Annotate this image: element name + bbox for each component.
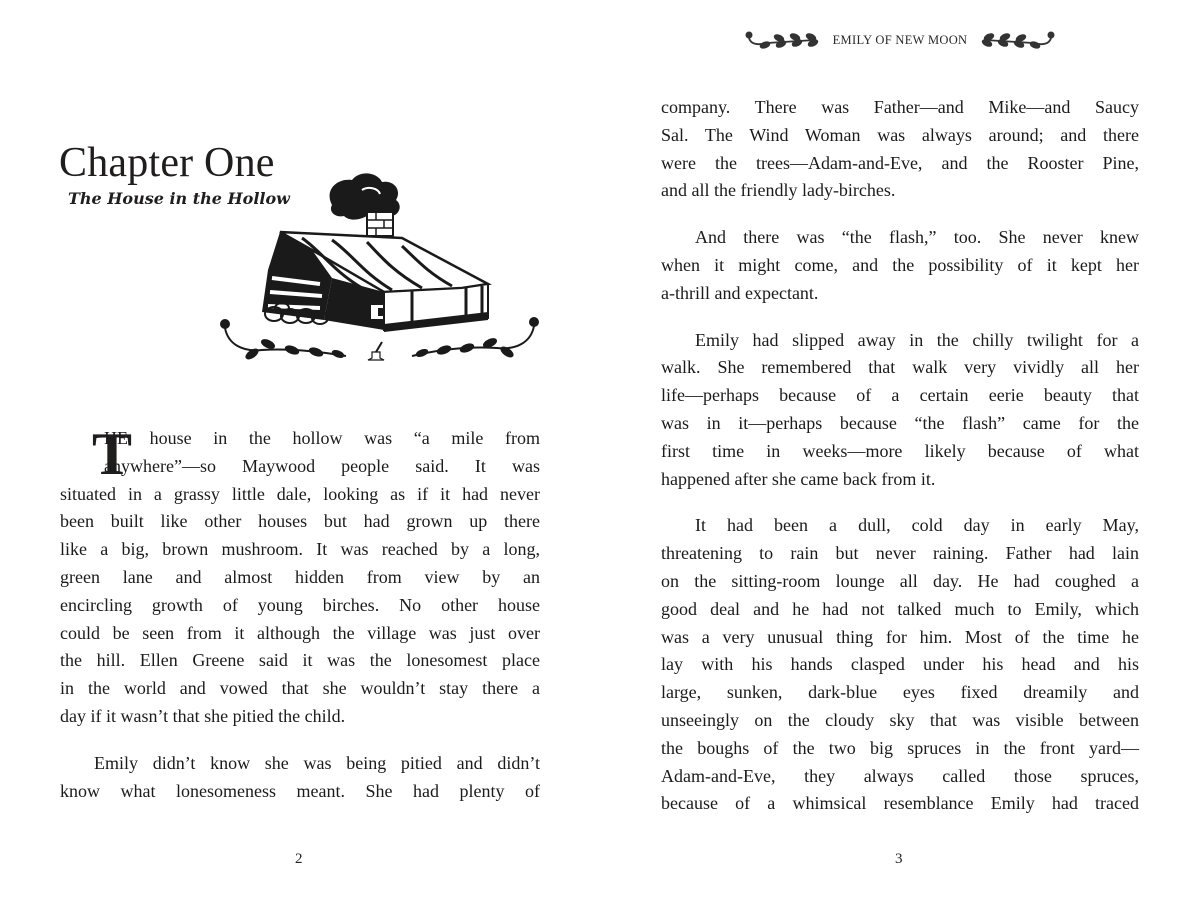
text-line: on the sitting-room lounge all day. He had coughed a xyxy=(661,570,1139,591)
text-line: when it might come, and the possibility of it kept her xyxy=(661,254,1139,275)
text-line: large, sunken, dark-blue eyes fixed dreamily and xyxy=(661,682,1139,703)
text-line: been built like other houses but had grown up there xyxy=(60,511,540,532)
vine-ornament-right-icon xyxy=(977,29,1055,51)
text-line: walk. She remembered that walk very vividly all her xyxy=(661,357,1139,378)
text-line: like a big, brown mushroom. It was reached by a long, xyxy=(60,539,540,560)
running-head xyxy=(745,28,1055,52)
text-line: first time in weeks—more likely because of what xyxy=(661,440,1139,461)
text-line: a-thrill and expectant. xyxy=(661,282,819,303)
page-number: 3 xyxy=(895,851,903,867)
text-line: could be seen from it although the village was just over xyxy=(60,622,540,643)
text-line: And there was “the flash,” too. She never knew xyxy=(695,227,1139,248)
text-line: know what lonesomeness meant. She had plenty of xyxy=(60,780,540,801)
text-line: in the world and vowed that she wouldn’t stay there a xyxy=(60,678,540,699)
running-head-title: EMILY OF NEW MOON xyxy=(832,32,968,47)
body-text xyxy=(60,421,540,805)
text-line: encircling growth of young birches. No other house xyxy=(60,594,540,615)
text-line: It had been a dull, cold day in early May, xyxy=(695,515,1139,536)
text-line: green lane and almost hidden from view by an xyxy=(60,566,540,587)
text-line: anywhere”—so Maywood people said. It was xyxy=(104,455,540,476)
right-page xyxy=(600,0,1200,900)
text-line: and all the friendly lady-birches. xyxy=(661,180,896,201)
chapter-title: Chapter One xyxy=(59,140,275,186)
text-line: threatening to rain but never raining. Father had lain xyxy=(661,543,1139,564)
house-illustration xyxy=(212,160,547,375)
paragraph xyxy=(661,224,1139,307)
text-line: company. There was Father—and Mike—and Saucy xyxy=(661,97,1139,117)
text-line: lay with his hands clasped under his head and his xyxy=(661,654,1139,675)
text-line: day if it wasn’t that she pitied the child. xyxy=(60,705,346,726)
text-line: Sal. The Wind Woman was always around; and there xyxy=(661,124,1139,145)
text-line: happened after she came back from it. xyxy=(661,468,936,489)
chimney-icon xyxy=(367,212,393,236)
vine-ornament-left-icon xyxy=(745,29,823,51)
text-line: unseeingly on the cloudy sky that was visible between xyxy=(661,709,1139,730)
text-line: were the trees—Adam-and-Eve, and the Rooster Pine, xyxy=(661,152,1139,173)
text-line: was in it—perhaps because “the flash” came for the xyxy=(661,412,1139,433)
paragraph xyxy=(661,512,1139,818)
text-line: Adam-and-Eve, they always called those spruces, xyxy=(661,765,1139,786)
paragraph xyxy=(60,750,540,806)
text-line: the boughs of the two big spruces in the front yard— xyxy=(661,737,1139,758)
text-line: life—perhaps because of a certain eerie beauty that xyxy=(661,385,1139,406)
text-line: the hill. Ellen Greene said it was the lonesomest place xyxy=(60,650,540,671)
page-number: 2 xyxy=(295,851,303,867)
paragraph xyxy=(661,327,1139,494)
chapter-subtitle: The House in the Hollow xyxy=(68,189,290,208)
text-line: Emily had slipped away in the chilly twilight for a xyxy=(695,329,1139,350)
drop-cap: T xyxy=(92,421,133,487)
text-line: was a very unusual thing for him. Most of the time he xyxy=(661,626,1139,647)
text-line: good deal and he had not talked much to Emily, which xyxy=(661,598,1139,619)
paragraph xyxy=(60,421,540,731)
text-line: Emily didn’t know she was being pitied and didn’t xyxy=(94,752,540,773)
paragraph xyxy=(661,94,1139,205)
text-line: situated in a grassy little dale, looking as if it had never xyxy=(60,483,540,504)
body-text xyxy=(661,94,1139,818)
text-line: because of a whimsical resemblance Emily had traced xyxy=(661,793,1139,814)
text-line: HE house in the hollow was “a mile from xyxy=(104,428,540,448)
